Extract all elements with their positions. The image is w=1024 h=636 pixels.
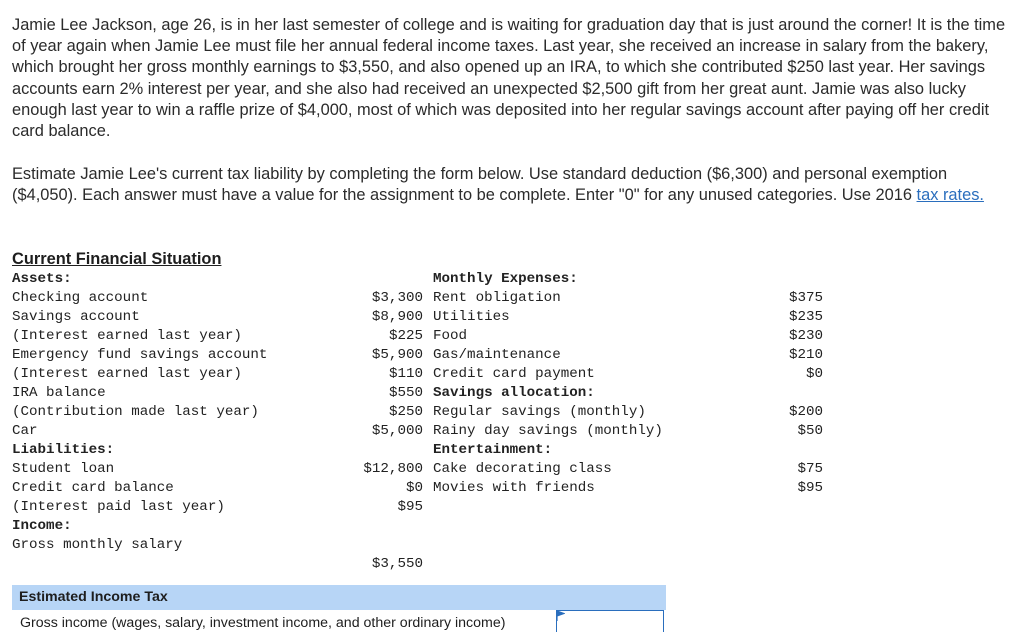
expense-label: Monthly Expenses: [433, 271, 578, 287]
expense-value: $375 [788, 290, 823, 306]
asset-value: $8,900 [371, 309, 423, 325]
expense-labels-column [433, 270, 663, 498]
expense-label: Gas/maintenance [433, 347, 561, 363]
expense-value [760, 441, 823, 460]
asset-value: $3,550 [371, 556, 423, 572]
expense-value: $210 [788, 347, 823, 363]
asset-value [340, 441, 423, 460]
asset-label: Credit card balance [12, 480, 174, 496]
instructions-text: Estimate Jamie Lee's current tax liability by completing the form below. Use standard deduction ($6,300) and personal exemption ($4,050). Each answer must have a value for the assignment to be complete. Enter "0" for any unused categories. Use 2016 [12, 165, 948, 205]
asset-label: Emergency fund savings account [12, 347, 268, 363]
expense-label: Credit card payment [433, 366, 595, 382]
expense-label: Savings allocation: [433, 385, 595, 401]
tax-section-header: Estimated Income Tax [12, 585, 666, 610]
asset-label: Car [12, 423, 38, 439]
assets-labels-column [12, 270, 267, 574]
gross-income-label: Gross income (wages, salary, investment income, and other ordinary income) [20, 615, 506, 631]
expense-value: $50 [797, 423, 823, 439]
asset-value: $0 [405, 480, 423, 496]
expense-values-column [760, 270, 823, 498]
expense-value [760, 270, 823, 289]
asset-value [340, 270, 423, 289]
asset-label: Savings account [12, 309, 140, 325]
expense-label: Entertainment: [433, 442, 553, 458]
expense-value: $230 [788, 328, 823, 344]
instructions-paragraph [12, 164, 1007, 206]
expense-value: $0 [805, 366, 823, 382]
asset-value: $3,300 [371, 290, 423, 306]
expense-value: $200 [788, 404, 823, 420]
asset-value [340, 517, 423, 536]
asset-label: (Interest earned last year) [12, 328, 242, 344]
expense-value: $75 [797, 461, 823, 477]
expense-value [760, 384, 823, 403]
expense-value: $95 [797, 480, 823, 496]
asset-value: $550 [388, 385, 423, 401]
asset-label: Checking account [12, 290, 149, 306]
section-title: Current Financial Situation [12, 250, 222, 268]
expense-label: Movies with friends [433, 480, 595, 496]
input-flag-icon [557, 611, 565, 621]
asset-value: $5,900 [371, 347, 423, 363]
asset-label: (Interest paid last year) [12, 499, 225, 515]
tax-rates-link[interactable]: tax rates. [916, 186, 984, 205]
asset-value: $250 [388, 404, 423, 420]
asset-label: Liabilities: [12, 442, 115, 458]
asset-label: Income: [12, 518, 72, 534]
asset-label: (Contribution made last year) [12, 404, 259, 420]
asset-value [340, 536, 423, 555]
asset-label [12, 555, 267, 574]
asset-label: (Interest earned last year) [12, 366, 242, 382]
expense-label: Utilities [433, 309, 510, 325]
expense-value: $235 [788, 309, 823, 325]
expense-label: Regular savings (monthly) [433, 404, 646, 420]
asset-value: $110 [388, 366, 423, 382]
assets-values-column [340, 270, 423, 574]
asset-label: IRA balance [12, 385, 106, 401]
asset-label: Student loan [12, 461, 115, 477]
expense-label: Cake decorating class [433, 461, 612, 477]
asset-value: $12,800 [363, 461, 423, 477]
gross-income-input[interactable] [556, 610, 664, 632]
expense-label: Food [433, 328, 468, 344]
estimated-income-tax-form [12, 585, 666, 631]
intro-paragraph: Jamie Lee Jackson, age 26, is in her last semester of college and is waiting for graduation day that is just around the corner! It is the time of year again when Jamie Lee must file her annual federal income taxes. Last year, she received an increase in salary from the bakery, which brought her gross monthly earnings to $3,550, and also opened up an IRA, to which she contributed $250 last year. Her savings accounts earn 2% interest per year, and she also had received an unexpected $2,500 gift from her great aunt. Jamie was also lucky enough last year to win a raffle prize of $4,000, most of which was deposited into her regular savings account after paying off her credit card balance. [12, 16, 1006, 141]
asset-label: Assets: [12, 271, 72, 287]
asset-label: Gross monthly salary [12, 537, 183, 553]
asset-value: $225 [388, 328, 423, 344]
expense-label: Rent obligation [433, 290, 561, 306]
asset-value: $95 [397, 499, 423, 515]
expense-label: Rainy day savings (monthly) [433, 423, 663, 439]
asset-value: $5,000 [371, 423, 423, 439]
